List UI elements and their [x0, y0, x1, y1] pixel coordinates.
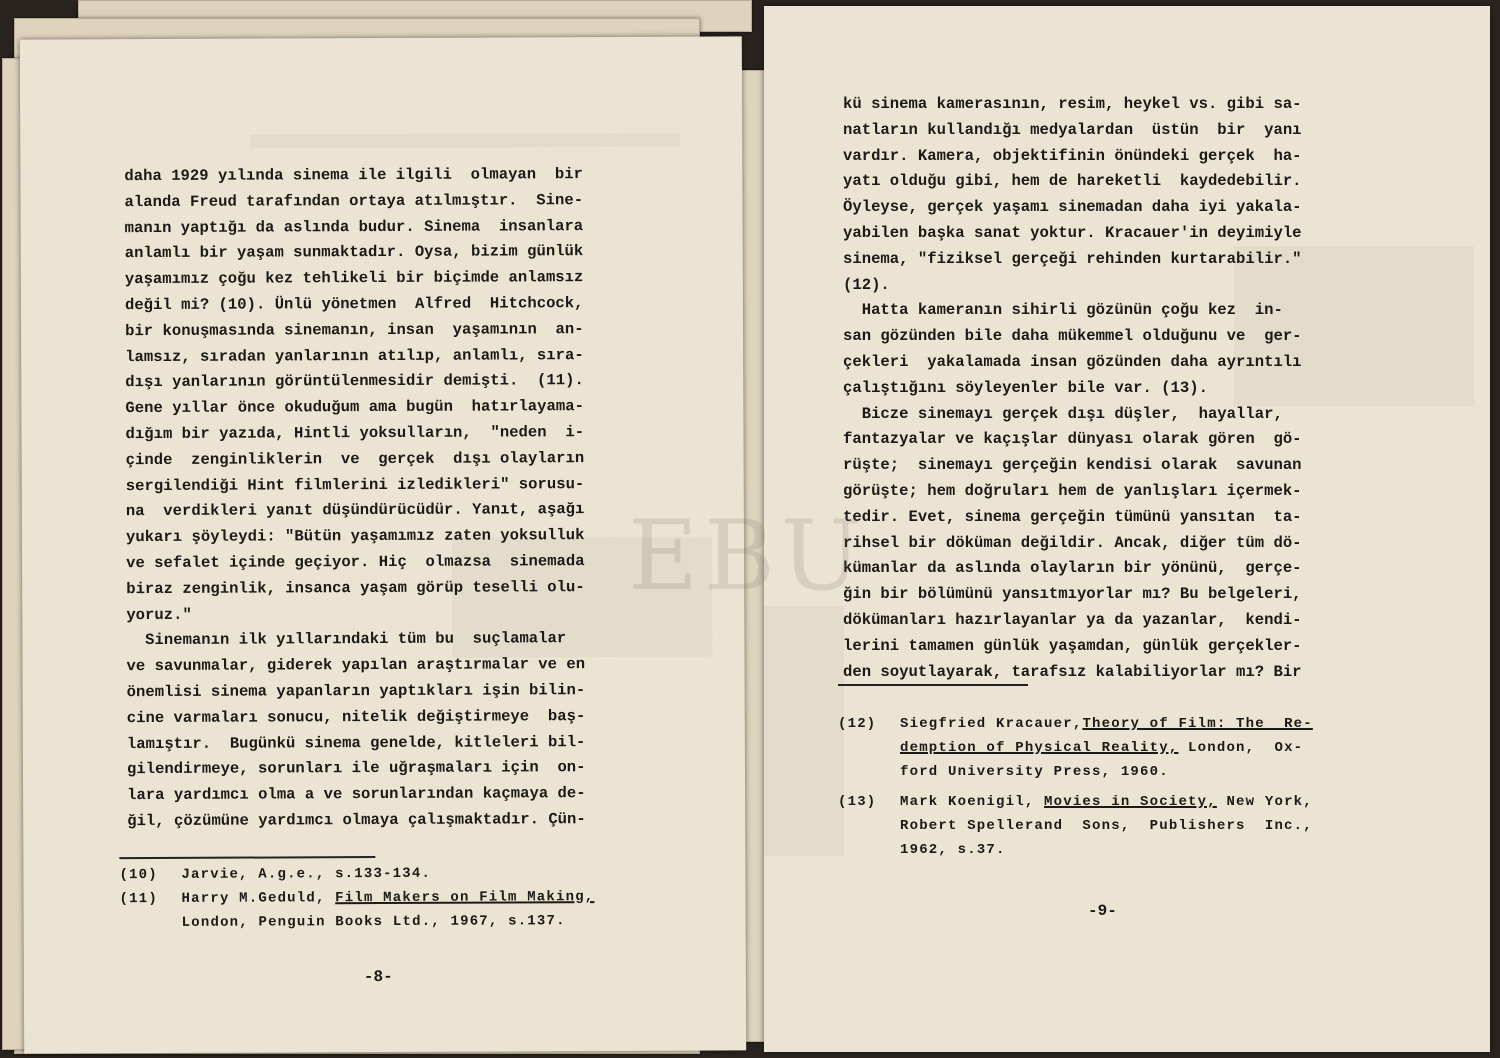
text-line: çalıştığını söyleyenler bile var. (13).	[843, 378, 1208, 397]
text-line: bir konuşmasında sinemanın, insan yaşamının an-	[125, 319, 584, 340]
text-line: daha 1929 yılında sinema ile ilgili olmayan bir	[124, 165, 583, 186]
text-line: (12).	[843, 275, 890, 294]
footnote-10	[119, 861, 679, 887]
text-line: dığım bir yazıda, Hintli yoksulların, "neden i-	[125, 423, 585, 444]
text-line: ve savunmalar, giderek yapılan araştırmalar ve en	[126, 655, 586, 676]
text-line: sinema, "fiziksel gerçeği rehinden kurtarabilir."	[843, 249, 1302, 268]
text-line: natların kullandığı medyalardan üstün bir yanı	[843, 120, 1302, 139]
text-line: yabilen başka sanat yoktur. Kracauer'in deyimiyle	[843, 223, 1302, 242]
text-line: Öyleyse, gerçek yaşamı sinemadan daha iyi yakala-	[843, 198, 1302, 217]
text-line: biraz zenginlik, insanca yaşam görüp teselli olu-	[126, 577, 585, 598]
text-line: den soyutlayarak, tarafsız kalabiliyorlar mı? Bir	[843, 662, 1302, 681]
text-line: anlamlı bir yaşam sunmaktadır. Oysa, bizim günlük	[124, 242, 584, 263]
text-line: alanda Freud tarafından ortaya atılmıştır. Sine-	[124, 190, 584, 211]
text-line: Sinemanın ilk yıllarındaki tüm bu suçlamalar	[126, 629, 567, 650]
text-line: gilendirmeye, sorunları ile uğraşmaları için on-	[126, 758, 586, 779]
text-line: lamsız, sıradan yanlarının atılıp, anlamlı, sıra-	[125, 345, 584, 366]
footnote-title: Film Makers on Film Making,	[335, 889, 595, 907]
text-line: fantazyalar ve kaçışlar dünyası olarak gören gö-	[843, 430, 1302, 449]
text-line: tedir. Evet, sinema gerçeğin tümünü yansıtan ta-	[843, 507, 1302, 526]
text-line: Bicze sinemayı gerçek dışı düşler, hayallar,	[843, 404, 1283, 423]
text-line: ğin bir bölümünü yansıtmıyorlar mı? Bu belgeleri,	[843, 585, 1302, 604]
footnote-publisher: Robert Spellerand Sons, Publishers Inc.,	[900, 818, 1313, 834]
footnote-13	[838, 790, 1398, 862]
text-line: na verdikleri yanıt düşündürücüdür. Yanıt, aşağı	[125, 500, 585, 521]
text-line: manın yaptığı da aslında budur. Sinema insanlara	[124, 216, 584, 237]
right-footnotes	[838, 712, 1398, 862]
text-line: yukarı şöyleydi: "Bütün yaşamımız zaten yoksulluk	[125, 526, 585, 547]
text-line: Hatta kameranın sihirli gözünün çoğu kez in-	[843, 301, 1283, 320]
watermark: EBU	[628, 500, 868, 612]
footnote-publisher: ford University Press, 1960.	[900, 764, 1169, 780]
text-line: yatı olduğu gibi, hem de hareketli kaydedebilir.	[843, 172, 1302, 191]
footnote-12	[838, 712, 1398, 784]
text-line: ğil, çözümüne yardımcı olmaya çalışmaktadır. Çün-	[127, 810, 586, 831]
footnote-text: Jarvie, A.g.e., s.133-134.	[181, 865, 432, 883]
text-line: vardır. Kamera, objektifinin önündeki gerçek ha-	[843, 146, 1302, 165]
right-page	[764, 6, 1490, 1052]
right-body-text	[843, 92, 1383, 685]
footnote-number: (12)	[838, 716, 877, 732]
footnote-number: (13)	[838, 794, 877, 810]
footnote-title: Theory of Film: The Re-	[1082, 716, 1313, 732]
footnote-author: Harry M.Geduld,	[181, 890, 336, 907]
page-number: -9-	[1088, 902, 1117, 920]
text-line: ve sefalet içinde geçiyor. Hiç olmazsa sinemada	[126, 552, 585, 573]
footnote-author: Mark Koenigil,	[900, 794, 1045, 810]
text-line: önemlisi sinema yapanların yaptıkları işin bilin-	[126, 681, 586, 702]
text-line: Gene yıllar önce okuduğum ama bugün hatırlayama-	[125, 397, 584, 418]
text-line: lamıştır. Bugünkü sinema genelde, kitleleri bil-	[126, 732, 586, 753]
footnote-year: 1962, s.37.	[900, 842, 1006, 858]
text-line: lerini tamamen günlük yaşamdan, günlük gerçekler-	[843, 636, 1302, 655]
footnote-author: Siegfried Kracauer,	[900, 716, 1083, 732]
footnote-title-cont: demption of Physical Reality,	[900, 740, 1179, 756]
footnote-title: Movies in Society,	[1044, 794, 1217, 810]
footnote-place: New York,	[1216, 794, 1313, 810]
text-line: kü sinema kamerasının, resim, heykel vs. gibi sa-	[843, 95, 1302, 113]
footnote-number: (11)	[119, 890, 158, 908]
text-line: rüşte; sinemayı gerçeğin kendisi olarak savunan	[843, 456, 1302, 475]
footnote-11	[119, 885, 679, 935]
text-line: dışı yanlarının görüntülenmesidir demişti. (11).	[125, 371, 584, 392]
left-footnotes	[119, 861, 679, 935]
footnote-rule	[838, 684, 1028, 686]
text-line: görüşte; hem doğruları hem de yanlışları içermek-	[843, 481, 1302, 500]
text-line: çinde zenginliklerin ve gerçek dışı olayların	[125, 448, 585, 469]
text-line: dökümanları hazırlayanlar ya da yazanlar, kendi-	[843, 610, 1302, 629]
text-line: san gözünden bile daha mükemmel olduğunu ve ger-	[843, 327, 1302, 346]
text-line: değil mi? (10). Ünlü yönetmen Alfred Hitchcock,	[124, 294, 584, 315]
text-line: çekleri yakalamada insan gözünden daha ayrıntılı	[843, 352, 1302, 371]
footnote-number: (10)	[119, 866, 158, 884]
text-line: rihsel bir döküman değildir. Ancak, diğer tüm dö-	[843, 533, 1302, 552]
text-line: cine varmaları sonucu, nitelik değiştirmeye baş-	[126, 706, 586, 727]
left-body-text	[124, 162, 667, 835]
footnote-place: London, Ox-	[1178, 740, 1304, 756]
text-line: yaşamımız çoğu kez tehlikeli bir biçimde anlamsız	[124, 268, 584, 289]
text-line: kümanlar da aslında olayların bir yönünü, gerçe-	[843, 559, 1302, 578]
text-line: sergilendiği Hint filmlerini izledikleri" sorusu-	[125, 474, 585, 495]
footnote-rule	[119, 856, 375, 859]
footnote-publisher: London, Penguin Books Ltd., 1967, s.137.	[181, 913, 566, 931]
text-line: lara yardımcı olma a ve sorunlarından kaçmaya de-	[127, 784, 586, 805]
text-line: yoruz."	[126, 605, 192, 624]
page-number: -8-	[363, 967, 393, 987]
